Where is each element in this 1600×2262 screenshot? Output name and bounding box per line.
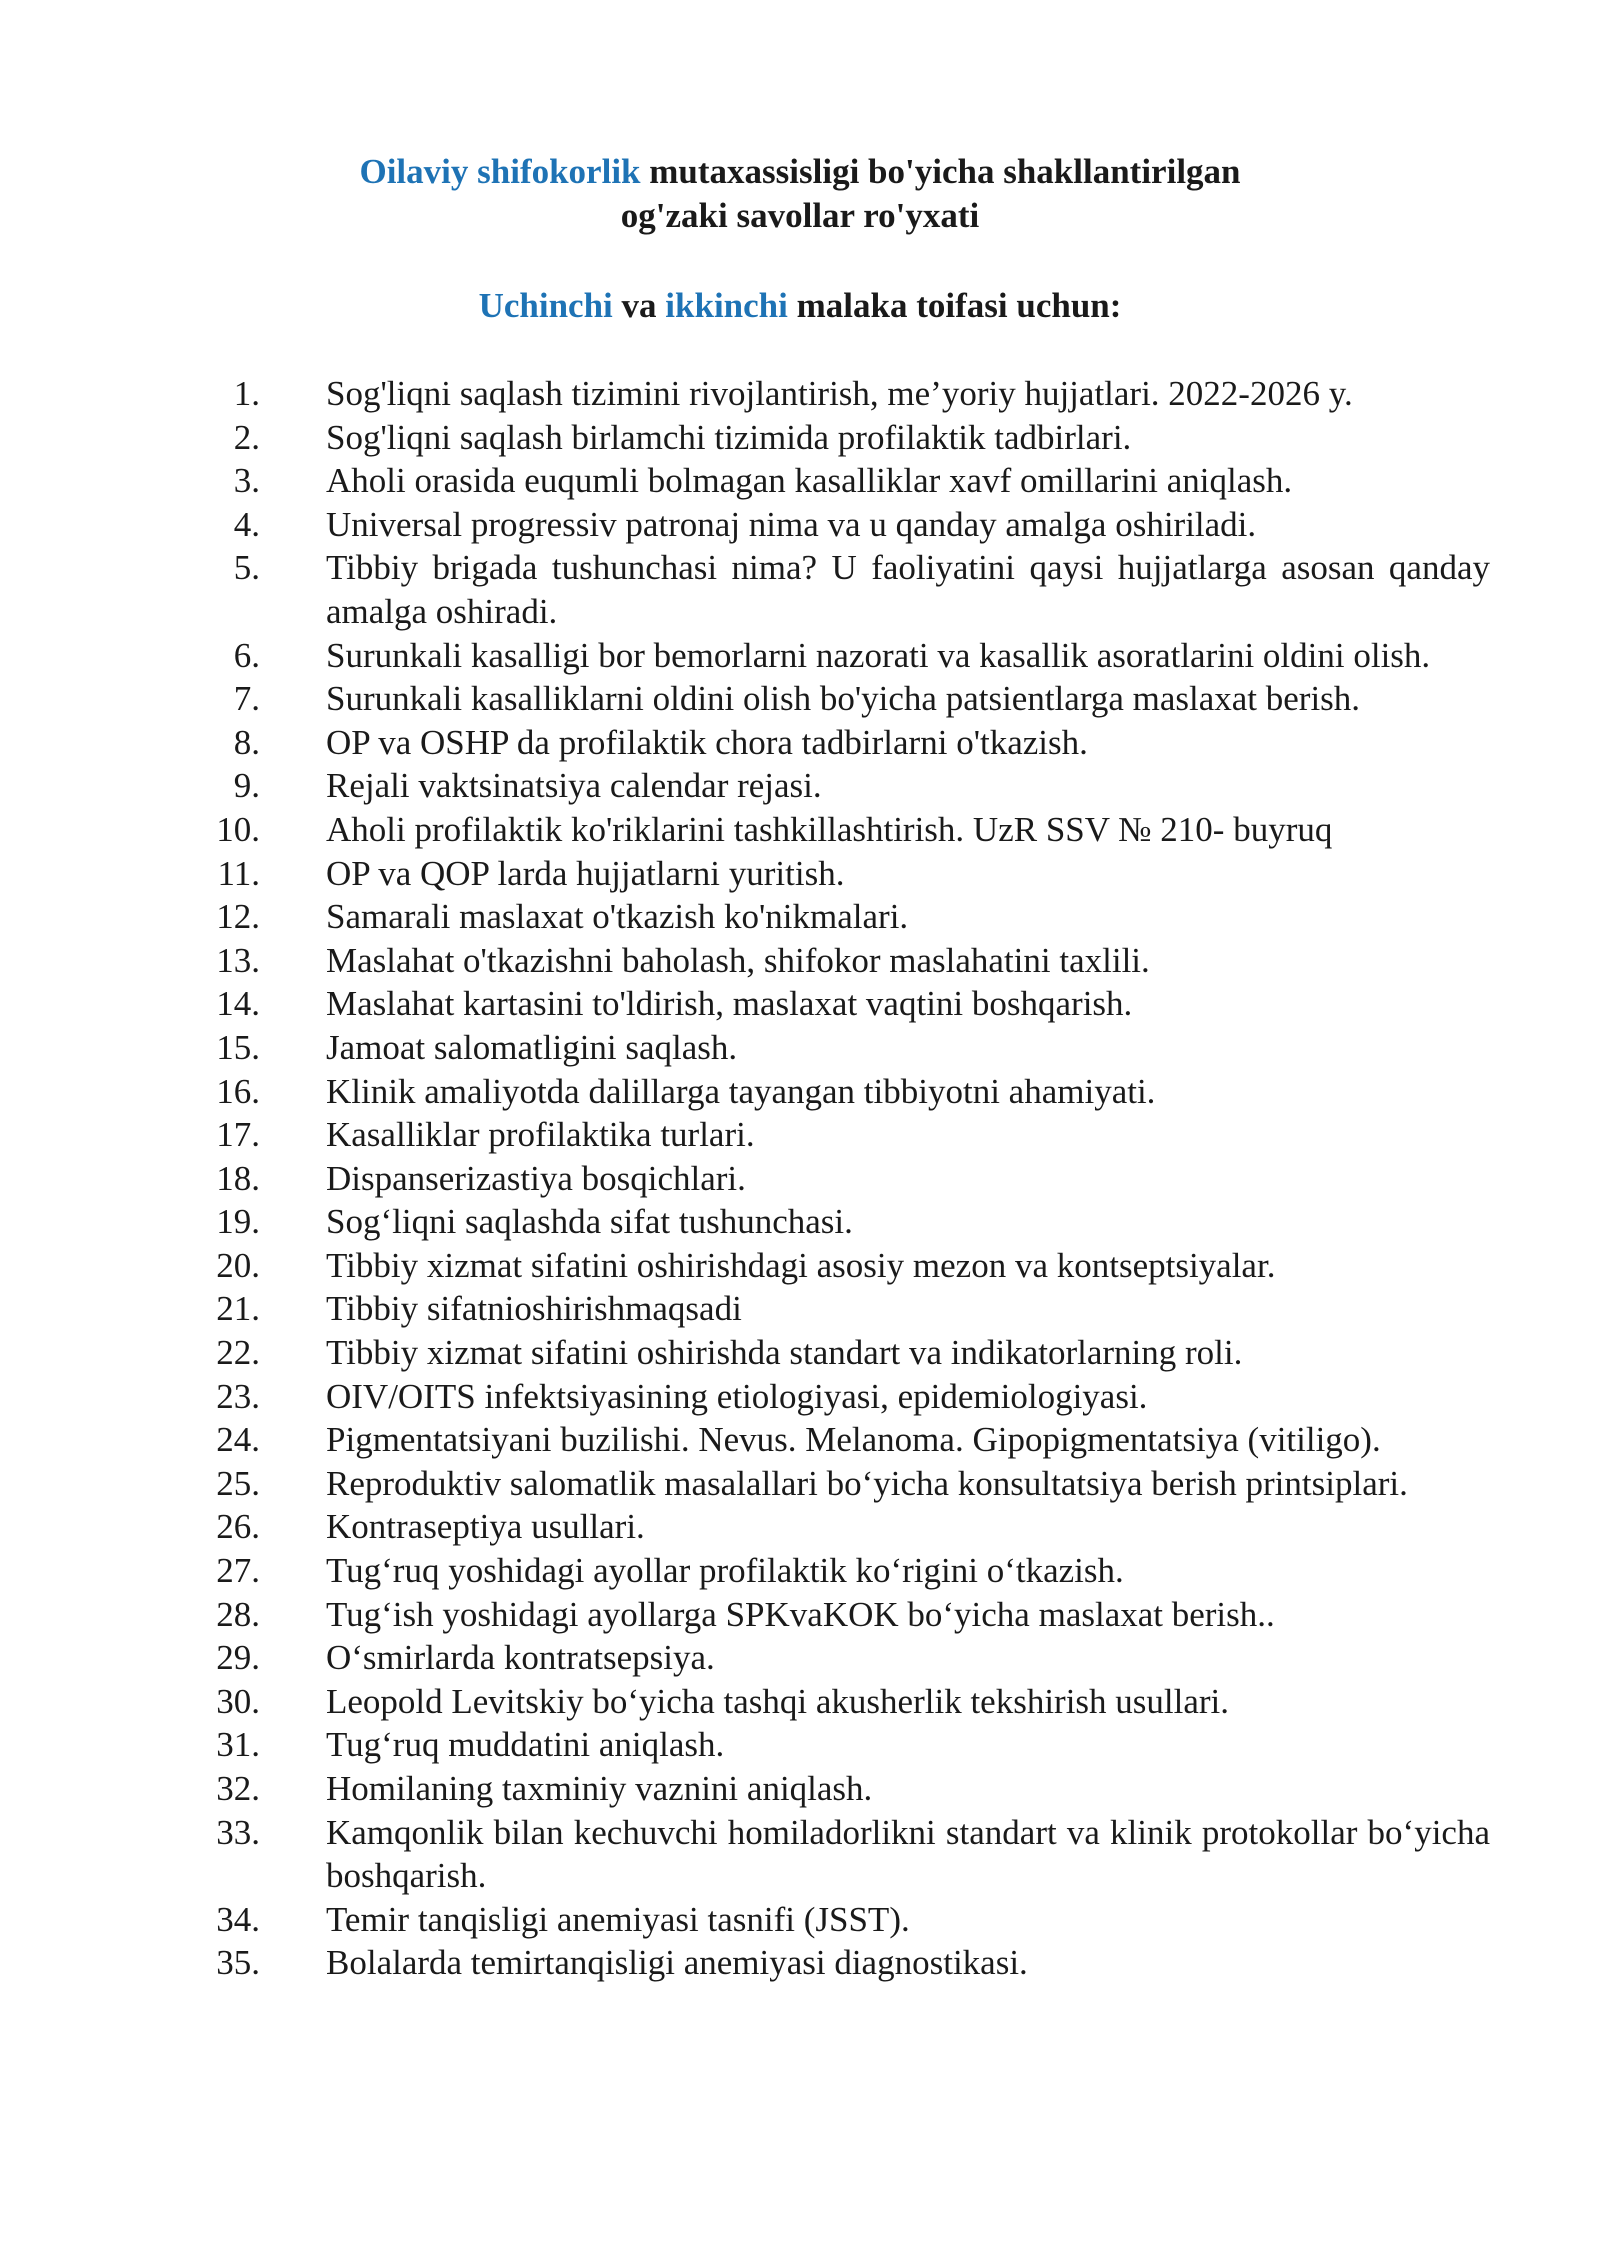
question-item — [0, 1200, 1600, 1244]
question-number: 22. — [216, 1333, 260, 1373]
question-item — [0, 1331, 1600, 1375]
question-number: 26. — [216, 1507, 260, 1547]
question-text: Rejali vaktsinatsiya calendar rejasi. — [326, 766, 822, 806]
question-item — [0, 677, 1600, 721]
question-item — [0, 1898, 1600, 1942]
question-item — [0, 764, 1600, 808]
question-item — [0, 1549, 1600, 1593]
question-text: Aholi profilaktik ko'riklarini tashkillashtirish. UzR SSV № 210- buyruq — [326, 809, 1333, 849]
question-number: 21. — [216, 1289, 260, 1329]
question-item — [0, 982, 1600, 1026]
question-text: Sog‘liqni saqlashda sifat tushunchasi. — [326, 1202, 853, 1242]
question-number: 6. — [233, 635, 260, 675]
question-item — [0, 1287, 1600, 1331]
question-text: OP va QOP larda hujjatlarni yuritish. — [326, 853, 845, 893]
question-text: Maslahat o'tkazishni baholash, shifokor maslahatini taxlili. — [326, 940, 1150, 980]
question-number: 35. — [216, 1943, 260, 1983]
question-text: Sog'liqni saqlash tizimini rivojlantirish, me’yoriy hujjatlari. 2022-2026 y. — [326, 374, 1353, 413]
question-number: 15. — [216, 1027, 260, 1067]
question-number: 16. — [216, 1071, 260, 1111]
question-number: 25. — [216, 1463, 260, 1503]
question-number: 17. — [216, 1115, 260, 1155]
question-item — [0, 939, 1600, 983]
question-text: Bolalarda temirtanqisligi anemiyasi diagnostikasi. — [326, 1943, 1028, 1983]
question-number: 12. — [216, 897, 260, 937]
question-text: Tug‘ish yoshidagi ayollarga SPKvaKOK bo‘yicha maslaxat berish.. — [326, 1594, 1275, 1634]
question-number: 32. — [216, 1769, 260, 1808]
question-number: 23. — [216, 1376, 260, 1416]
question-text: Aholi orasida euqumli bolmagan kasalliklar xavf omillarini aniqlash. — [326, 461, 1293, 501]
question-item — [0, 808, 1600, 852]
question-item — [0, 372, 1600, 416]
question-number: 13. — [216, 940, 260, 980]
question-item — [0, 1070, 1600, 1114]
question-number: 34. — [216, 1899, 260, 1939]
question-number: 31. — [216, 1725, 260, 1765]
question-number: 4. — [233, 504, 260, 544]
question-text: Tibbiy xizmat sifatini oshirishdagi asosiy mezon va kontseptsiyalar. — [326, 1245, 1276, 1285]
question-text: Surunkali kasalliklarni oldini olish bo'yicha patsientlarga maslaxat berish. — [326, 679, 1361, 719]
question-text: Sog'liqni saqlash birlamchi tizimida profilaktik tadbirlari. — [326, 417, 1132, 457]
question-text: OIV/OITS infektsiyasining etiologiyasi, epidemiologiyasi. — [326, 1376, 1148, 1416]
question-item — [0, 1811, 1600, 1898]
question-text: Kasalliklar profilaktika turlari. — [326, 1115, 755, 1155]
question-text: Jamoat salomatligini saqlash. — [326, 1027, 738, 1067]
question-item — [0, 1680, 1600, 1724]
question-number: 33. — [216, 1812, 260, 1852]
subtitle-rest: malaka toifasi uchun: — [787, 286, 1122, 325]
title-line-1-rest: mutaxassisligi bo'yicha shakllantirilgan — [640, 152, 1241, 191]
question-number: 27. — [216, 1551, 260, 1591]
document-title-line-2 — [0, 194, 1600, 238]
question-item — [0, 416, 1600, 460]
question-number: 3. — [233, 461, 260, 501]
question-text: Klinik amaliyotda dalillarga tayangan tibbiyotni ahamiyati. — [326, 1071, 1156, 1111]
question-text: Tug‘ruq yoshidagi ayollar profilaktik ko‘rigini o‘tkazish. — [326, 1551, 1124, 1591]
question-text: Samarali maslaxat o'tkazish ko'nikmalari. — [326, 897, 909, 937]
question-text: Leopold Levitskiy bo‘yicha tashqi akusherlik tekshirish usullari. — [326, 1681, 1230, 1721]
question-text: Dispanserizastiya bosqichlari. — [326, 1158, 746, 1198]
question-text: Kamqonlik bilan kechuvchi homiladorlikni standart va klinik protokollar bo‘yicha boshqarish. — [326, 1812, 1490, 1896]
question-text: Tibbiy xizmat sifatini oshirishda standart va indikatorlarning roli. — [326, 1333, 1243, 1373]
question-number: 29. — [216, 1638, 260, 1678]
subtitle-category-2: ikkinchi — [665, 286, 788, 325]
title-specialty: Oilaviy shifokorlik — [359, 152, 641, 191]
question-item — [0, 1157, 1600, 1201]
question-number: 2. — [233, 417, 260, 457]
question-number: 8. — [233, 722, 260, 762]
question-number: 9. — [233, 766, 260, 806]
question-item — [0, 895, 1600, 939]
subtitle-connector: va — [612, 286, 666, 325]
question-item — [0, 1723, 1600, 1767]
question-number: 10. — [216, 809, 260, 849]
question-number: 1. — [233, 374, 260, 413]
question-text: Tibbiy sifatnioshirishmaqsadi — [326, 1289, 742, 1329]
question-item — [0, 1375, 1600, 1419]
question-text: Tug‘ruq muddatini aniqlash. — [326, 1725, 725, 1765]
question-number: 28. — [216, 1594, 260, 1634]
question-number: 20. — [216, 1245, 260, 1285]
question-number: 7. — [233, 679, 260, 719]
document-title-line-1 — [0, 150, 1600, 194]
question-item — [0, 1505, 1600, 1549]
question-text: Tibbiy brigada tushunchasi nima? U faoliyatini qaysi hujjatlarga asosan qanday amalga oshiradi. — [326, 548, 1490, 631]
question-item — [0, 1244, 1600, 1288]
question-item — [0, 459, 1600, 503]
question-item — [0, 503, 1600, 547]
question-text: Universal progressiv patronaj nima va u qanday amalga oshiriladi. — [326, 504, 1257, 544]
question-text: OP va OSHP da profilaktik chora tadbirlarni o'tkazish. — [326, 722, 1088, 762]
question-number: 24. — [216, 1420, 260, 1460]
question-number: 5. — [233, 548, 260, 588]
question-item — [0, 1636, 1600, 1680]
question-number: 14. — [216, 984, 260, 1024]
question-item — [0, 1593, 1600, 1637]
question-item — [0, 546, 1600, 633]
question-item — [0, 1767, 1600, 1811]
question-item — [0, 1113, 1600, 1157]
question-text: Reproduktiv salomatlik masalallari bo‘yicha konsultatsiya berish printsiplari. — [326, 1463, 1408, 1503]
question-number: 18. — [216, 1158, 260, 1198]
question-item — [0, 634, 1600, 678]
question-text: Temir tanqisligi anemiyasi tasnifi (JSST). — [326, 1899, 910, 1939]
question-text: O‘smirlarda kontratsepsiya. — [326, 1638, 715, 1678]
question-item — [0, 1941, 1600, 1985]
question-text: Pigmentatsiyani buzilishi. Nevus. Melanoma. Gipopigmentatsiya (vitiligo). — [326, 1420, 1381, 1460]
question-text: Kontraseptiya usullari. — [326, 1507, 645, 1547]
question-item — [0, 852, 1600, 896]
question-list — [0, 372, 1600, 1985]
question-item — [0, 721, 1600, 765]
question-text: Maslahat kartasini to'ldirish, maslaxat vaqtini boshqarish. — [326, 984, 1133, 1024]
subtitle-category-1: Uchinchi — [478, 286, 613, 325]
question-number: 11. — [217, 853, 260, 893]
question-item — [0, 1026, 1600, 1070]
question-text: Surunkali kasalligi bor bemorlarni nazorati va kasallik asoratlarini oldini olish. — [326, 635, 1431, 675]
document-subtitle — [0, 284, 1600, 328]
question-text: Homilaning taxminiy vaznini aniqlash. — [326, 1769, 873, 1808]
question-item — [0, 1418, 1600, 1462]
question-number: 30. — [216, 1681, 260, 1721]
question-number: 19. — [216, 1202, 260, 1242]
title-line-2-text: og'zaki savollar ro'yxati — [620, 196, 980, 235]
question-item — [0, 1462, 1600, 1506]
